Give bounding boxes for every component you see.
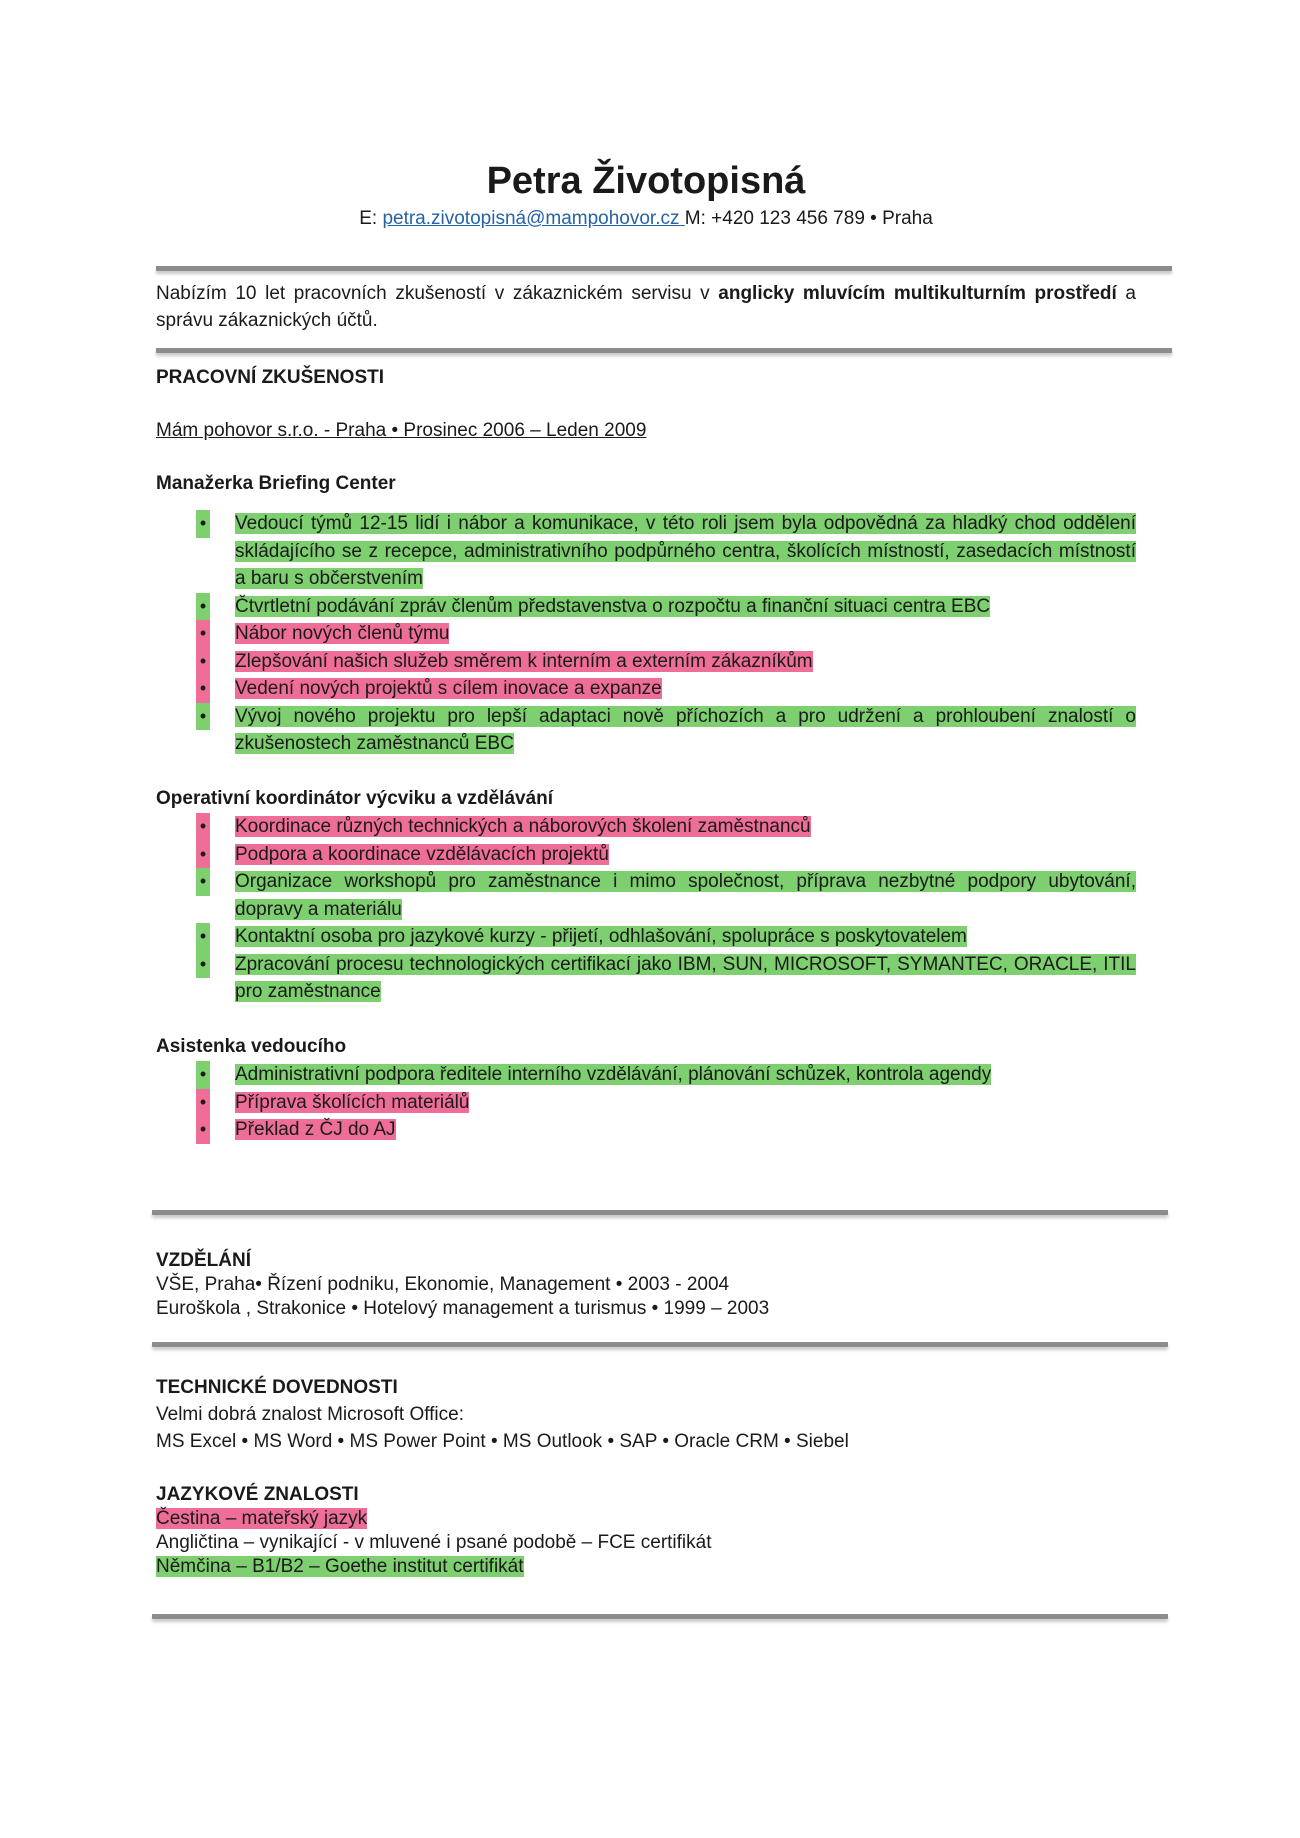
bullet-text: Vývoj nového projektu pro lepší adaptaci nově příchozích a pro udržení a prohloubení znalostí o zkušenostech zaměstnanců EBC (235, 705, 1136, 754)
employer-line: Mám pohovor s.r.o. - Praha • Prosinec 2006 – Leden 2009 (156, 420, 647, 441)
bullet-list (196, 510, 1136, 758)
bullet-text: Organizace workshopů pro zaměstnance i mimo společnost, příprava nezbytné podpory ubytování, dopravy a materiálu (235, 871, 1136, 920)
language-text: Němčina – B1/B2 – Goethe institut certifikát (156, 1556, 524, 1577)
role-title: Asistenka vedoucího (156, 1036, 347, 1057)
bullet-icon: • (196, 813, 210, 841)
role-title: Manažerka Briefing Center (156, 473, 396, 494)
bullet-item (196, 868, 1136, 923)
bullet-icon: • (196, 841, 210, 869)
language-line (156, 1505, 367, 1532)
bullet-icon: • (196, 1089, 210, 1117)
bullet-icon: • (196, 1061, 210, 1089)
bullet-icon: • (196, 868, 210, 896)
divider-education (152, 1342, 1168, 1347)
bullet-item (196, 841, 1136, 869)
language-line (156, 1529, 712, 1556)
email-prefix: E: (359, 208, 383, 229)
bullet-text: Vedení nových projektů s cílem inovace a expanze (235, 678, 662, 699)
education-line: Euroškola , Strakonice • Hotelový management a turismus • 1999 – 2003 (156, 1298, 770, 1319)
skills-line: Velmi dobrá znalost Microsoft Office: (156, 1404, 464, 1425)
bullet-text: Vedoucí týmů 12-15 lidí i nábor a komunikace, v této roli jsem byla odpovědná za hladký chod oddělení skládajícího se z recepce, administrativního podpůrného centra, školících místností, zasedacích místností a baru s občerstvením (235, 513, 1136, 589)
contact-rest: M: +420 123 456 789 • Praha (684, 208, 933, 229)
bullet-icon: • (196, 675, 210, 703)
divider-top (156, 266, 1172, 271)
bullet-icon: • (196, 593, 210, 621)
bullet-list (196, 813, 1136, 1006)
bullet-item (196, 923, 1136, 951)
bullet-icon: • (196, 620, 210, 648)
bullet-text: Zpracování procesu technologických certifikací jako IBM, SUN, MICROSOFT, SYMANTEC, ORACLE, ITIL pro zaměstnance (235, 953, 1136, 1002)
education-line: VŠE, Praha• Řízení podniku, Ekonomie, Management • 2003 - 2004 (156, 1274, 730, 1295)
contact-line (156, 208, 1136, 230)
bullet-text: Zlepšování našich služeb směrem k interním a externím zákazníkům (235, 650, 813, 672)
skills-line: MS Excel • MS Word • MS Power Point • MS Outlook • SAP • Oracle CRM • Siebel (156, 1431, 849, 1452)
bullet-text: Podpora a koordinace vzdělávacích projektů (235, 843, 609, 865)
divider-summary (156, 348, 1172, 353)
bullet-icon: • (196, 703, 210, 731)
bullet-item (196, 593, 1136, 621)
education-heading: VZDĚLÁNÍ (156, 1250, 251, 1271)
summary-bold: anglicky mluvícím multikulturním prostředí (718, 283, 1117, 304)
bullet-item (196, 1116, 1136, 1144)
bullet-icon: • (196, 1116, 210, 1144)
bullet-text: Příprava školících materiálů (235, 1091, 470, 1113)
languages-heading: JAZYKOVÉ ZNALOSTI (156, 1484, 359, 1505)
bullet-item (196, 620, 1136, 648)
candidate-name: Petra Životopisná (486, 160, 806, 202)
bullet-text: Překlad z ČJ do AJ (235, 1119, 396, 1140)
bullet-icon: • (196, 951, 210, 979)
divider-bottom (152, 1614, 1168, 1619)
experience-heading: PRACOVNÍ ZKUŠENOSTI (156, 367, 385, 388)
language-line (156, 1553, 524, 1580)
email-link[interactable]: petra.zivotopisná@mampohovor.cz (382, 208, 685, 229)
bullet-item (196, 510, 1136, 593)
bullet-item (196, 951, 1136, 1006)
summary-text: Nabízím 10 let pracovních zkušeností v zákaznickém servisu v (156, 283, 719, 304)
bullet-text: Čtvrtletní podávání zpráv členům představenstva o rozpočtu a finanční situaci centra EBC (235, 595, 991, 617)
bullet-icon: • (196, 510, 210, 538)
bullet-text: Administrativní podpora ředitele interního vzdělávání, plánování schůzek, kontrola agendy (235, 1064, 992, 1085)
bullet-item (196, 703, 1136, 758)
skills-heading: TECHNICKÉ DOVEDNOSTI (156, 1377, 398, 1398)
bullet-item (196, 1089, 1136, 1117)
summary-paragraph (156, 280, 1136, 334)
language-text: Angličtina – vynikající - v mluvené i psané podobě – FCE certifikát (156, 1532, 712, 1553)
bullet-list (196, 1061, 1136, 1144)
bullet-item (196, 648, 1136, 676)
bullet-icon: • (196, 923, 210, 951)
bullet-text: Kontaktní osoba pro jazykové kurzy - přijetí, odhlašování, spolupráce s poskytovatelem (235, 926, 967, 947)
bullet-item (196, 813, 1136, 841)
bullet-text: Koordinace různých technických a náborových školení zaměstnanců (235, 816, 811, 837)
bullet-item (196, 675, 1136, 703)
bullet-item (196, 1061, 1136, 1089)
summary-text-end: a správu zákaznických účtů. (156, 283, 1136, 331)
role-title: Operativní koordinátor výcviku a vzdělávání (156, 788, 554, 809)
bullet-text: Nábor nových členů týmu (235, 623, 450, 644)
language-text: Čestina – mateřský jazyk (156, 1508, 368, 1529)
divider-experience (152, 1210, 1168, 1215)
bullet-icon: • (196, 648, 210, 676)
